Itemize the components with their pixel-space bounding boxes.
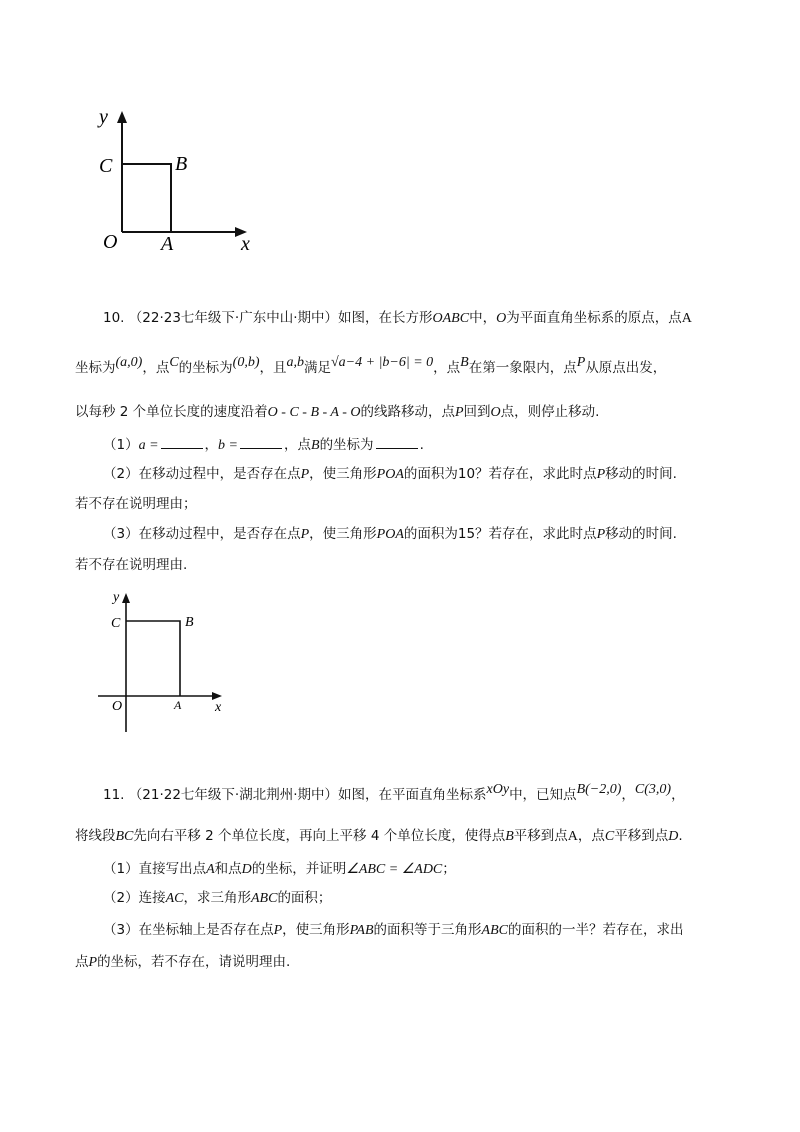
q11-number: 11.	[103, 787, 125, 803]
label-c: C	[99, 155, 113, 177]
q11-part-2: （2）连接AC，求三角形ABC的面积；	[103, 890, 332, 906]
q11-part-3: （3）在坐标轴上是否存在点P，使三角形PAB的面积等于三角形ABC的面积的一半？若存在，求出	[103, 922, 684, 938]
rectangle-oabc	[126, 621, 180, 696]
label-y: y	[113, 590, 120, 605]
coordinate-figure-2	[98, 585, 233, 735]
q10-line-1: 10. （22·23七年级下·广东中山·期中）如图，在长方形OABC中，O为平面直角坐标系的原点，点A	[103, 310, 692, 326]
rectangle-oabc	[122, 164, 171, 232]
y-axis-arrow	[117, 111, 127, 123]
q11-line-2: 将线段BC先向右平移 2 个单位长度，再向上平移 4 个单位长度，使得点B平移到点A，点C平移到点D.	[75, 828, 683, 844]
q10-part-3: （3）在移动过程中，是否存在点P，使三角形POA的面积为15？若存在，求此时点P移动的时间.	[103, 526, 677, 542]
q10-part-1: （1）a = ，b = ，点B的坐标为 .	[103, 434, 424, 456]
q11-line-1: 11. （21·22七年级下·湖北荆州·期中）如图，在平面直角坐标系xOy中，已知点B(−2,0)，C(3,0)，	[103, 782, 685, 803]
answer-blank-b[interactable]	[240, 434, 282, 449]
q10-part-2-cont: 若不存在说明理由；	[75, 496, 197, 512]
label-b: B	[185, 615, 194, 630]
condition-formula: √a−4 + |b−6| = 0	[331, 355, 434, 370]
label-o: O	[103, 231, 118, 253]
answer-blank-b-coord[interactable]	[376, 434, 418, 449]
q11-part-3-cont: 点P的坐标，若不存在，请说明理由.	[75, 954, 291, 970]
q10-line-2: 坐标为(a,0)，点C的坐标为(0,b)，且a,b满足√a−4 + |b−6| = 0，点B在第一象限内，点P从原点出发，	[75, 355, 667, 376]
label-a: A	[174, 698, 182, 712]
q11-source: （21·22七年级下·湖北荆州·期中）	[128, 787, 339, 803]
q10-part-2: （2）在移动过程中，是否存在点P，使三角形POA的面积为10？若存在，求此时点P移动的时间.	[103, 466, 677, 482]
answer-blank-a[interactable]	[161, 434, 203, 449]
label-o: O	[112, 699, 123, 714]
label-x: x	[215, 700, 222, 715]
y-axis-arrow	[122, 593, 130, 603]
q10-part-3-cont: 若不存在说明理由.	[75, 557, 188, 573]
q10-number: 10.	[103, 310, 125, 326]
q10-line-3: 以每秒 2 个单位长度的速度沿着O - C - B - A - O的线路移动，点P回到O点，则停止移动.	[75, 404, 600, 420]
x-axis-arrow	[212, 692, 222, 700]
q10-source: （22·23七年级下·广东中山·期中）	[128, 310, 339, 326]
label-b: B	[175, 153, 188, 175]
label-x: x	[241, 233, 250, 255]
label-y: y	[99, 106, 108, 128]
label-c: C	[111, 616, 121, 631]
q11-part-1: （1）直接写出点A和点D的坐标，并证明∠ABC = ∠ADC；	[103, 861, 456, 877]
label-a: A	[161, 233, 174, 255]
coordinate-figure-1	[95, 105, 265, 255]
